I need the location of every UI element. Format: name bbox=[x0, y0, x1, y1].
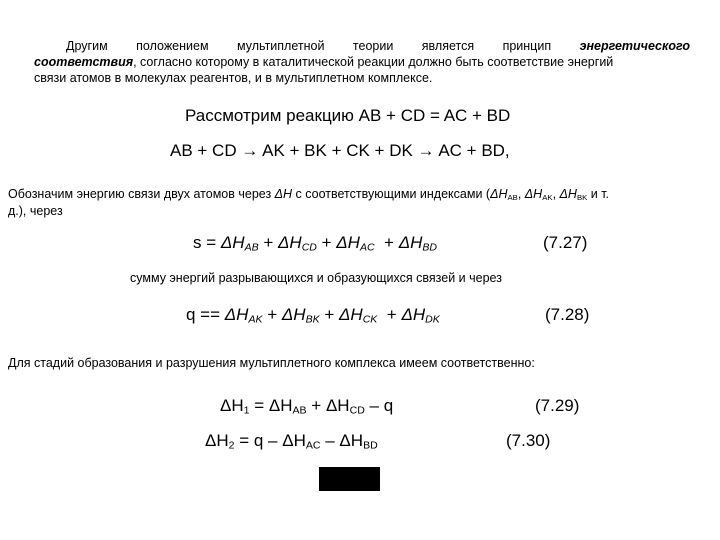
eq728-sub4: DK bbox=[425, 313, 440, 326]
equation-number-7-28: (7.28) bbox=[545, 305, 590, 324]
intro-paragraph bbox=[34, 38, 690, 86]
delta-h-symbol: ΔH bbox=[274, 187, 293, 201]
black-rectangle bbox=[319, 467, 380, 491]
eq728-sub2: BK bbox=[305, 313, 320, 326]
eq730-mid: = q – bbox=[234, 431, 283, 450]
eq727-term2: ΔH bbox=[278, 233, 302, 252]
equation-number-7-27: (7.27) bbox=[543, 233, 588, 252]
eq727-sub1: AB bbox=[244, 241, 259, 254]
eq729-tail: – q bbox=[364, 396, 394, 415]
eq727-term3: ΔH bbox=[336, 233, 360, 252]
stages-text: Для стадий образования и разрушения мультиплетного комплекса имеем соответственно: bbox=[8, 356, 535, 370]
intro-line-3: связи атомов в молекулах реагентов, и в мультиплетном комплексе. bbox=[34, 71, 433, 85]
eq727-term1: ΔH bbox=[220, 233, 245, 252]
eq728-term1: ΔH bbox=[224, 305, 249, 324]
reaction-intro: Рассмотрим реакцию AB + CD = AC + BD bbox=[185, 106, 511, 125]
eq729-sub2: CD bbox=[349, 404, 365, 417]
equation-number-7-30: (7.30) bbox=[506, 431, 551, 450]
eq730-sub2: BD bbox=[363, 439, 378, 452]
eq728-sub1: AK bbox=[248, 313, 263, 326]
equation-7-28: $q == \Delta H_{AK} + \Delta H_{BK} + \Delta H_{CK} + \Delta H_{DK}$ bbox=[186, 305, 440, 326]
eq728-term4: ΔH bbox=[401, 305, 426, 324]
eq727-sub4: BD bbox=[422, 241, 438, 254]
term-correspondence: соответствия bbox=[34, 55, 134, 69]
eq727-lhs: s = bbox=[193, 233, 221, 252]
intro-line-2 bbox=[34, 54, 690, 70]
eq727-sub2: CD bbox=[301, 241, 317, 254]
delta-h-bk: ΔH bbox=[559, 187, 577, 201]
sum-text: сумму энергий разрывающихся и образующихся связей и через bbox=[130, 271, 502, 285]
sub-ak: AK bbox=[542, 192, 553, 202]
eq728-lhs: q == bbox=[186, 305, 225, 324]
eq729-lhs: ΔH bbox=[220, 396, 244, 415]
notation-text-a: Обозначим энергию связи двух атомов через bbox=[8, 187, 275, 201]
delta-h-ab: ΔH bbox=[490, 187, 508, 201]
eq729-lhs-sub: 1 bbox=[243, 404, 250, 417]
term-energetic: энергетического bbox=[579, 39, 690, 53]
equation-number-7-29: (7.29) bbox=[535, 396, 580, 415]
notation-text-c: и т. bbox=[587, 187, 610, 201]
eq728-term2: ΔH bbox=[281, 305, 306, 324]
eq730-lhs: ΔH bbox=[205, 431, 229, 450]
eq729-sub1: AB bbox=[292, 404, 307, 417]
eq729-term1: ΔH bbox=[268, 396, 293, 415]
notation-text-b: с соответствующими индексами ( bbox=[292, 187, 491, 201]
eq730-term2: ΔH bbox=[339, 431, 364, 450]
eq727-sub3: AC bbox=[359, 241, 375, 254]
eq730-term1: ΔH bbox=[282, 431, 306, 450]
eq729-term2: ΔH bbox=[325, 396, 350, 415]
reaction-scheme: AB + CD → AK + BK + CK + DK → AC + BD, bbox=[170, 141, 510, 160]
eq727-term4: ΔH bbox=[398, 233, 423, 252]
notation-line-1: Обозначим энергию связи двух атомов через ΔH с соответствующими индексами ($\Delta H_{AB}$, $\Delta H_{AK}$, $\Delta H_{BK}$ и т. bbox=[8, 187, 610, 202]
intro-text-rest: , согласно которому в каталитической реакции должно быть соответствие энергий bbox=[133, 55, 614, 69]
sub-bk: BK bbox=[576, 192, 588, 202]
eq730-lhs-sub: 2 bbox=[228, 439, 235, 452]
delta-h-ak: ΔH bbox=[524, 187, 543, 201]
intro-text-start: Другим положением мультиплетной теории является принцип bbox=[66, 39, 552, 53]
eq728-term3: ΔH bbox=[339, 305, 363, 324]
eq729-equals: = bbox=[249, 396, 269, 415]
eq728-sub3: CK bbox=[362, 313, 378, 326]
eq730-sub1: AC bbox=[305, 439, 321, 452]
intro-line-1 bbox=[34, 38, 690, 54]
equation-7-29: $\Delta H_1 = \Delta H_{AB} + \Delta H_{CD} - q$ bbox=[220, 396, 394, 417]
sub-ab: AB bbox=[507, 192, 518, 202]
equation-7-30: $\Delta H_2 = q - \Delta H_{AC} - \Delta H_{BD}$ bbox=[205, 431, 378, 452]
equation-7-27: $s = \Delta H_{AB} + \Delta H_{CD} + \Delta H_{AC} + \Delta H_{BD}$ bbox=[193, 233, 438, 254]
notation-line-2: д.), через bbox=[8, 204, 63, 218]
